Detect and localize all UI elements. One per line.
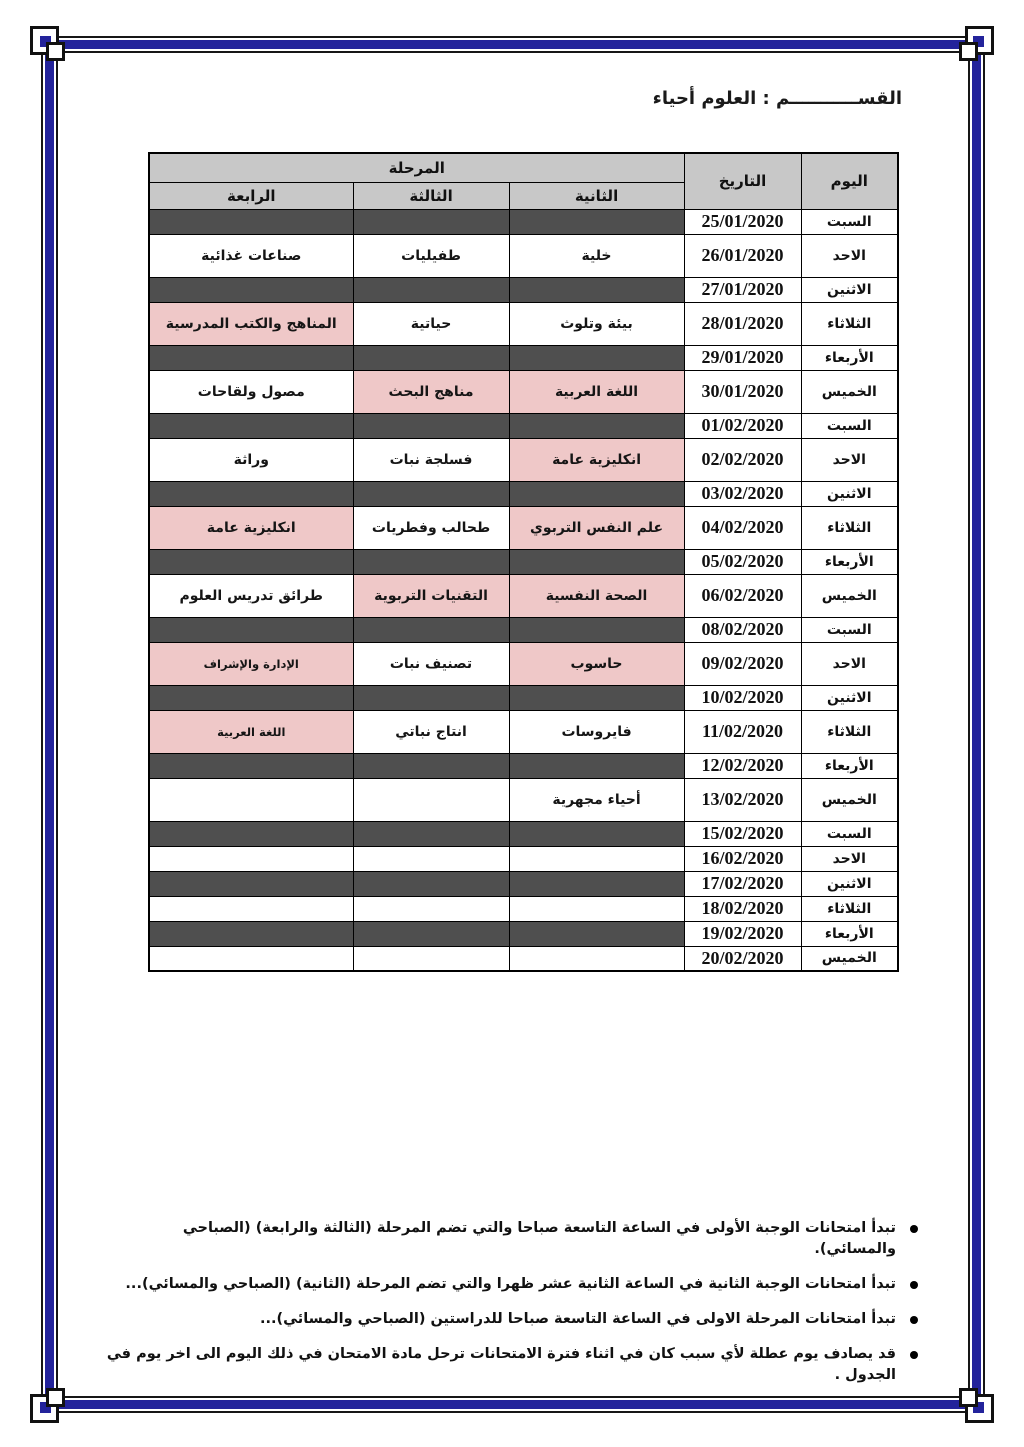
date-cell: 06/02/2020 (684, 574, 801, 617)
date-cell: 02/02/2020 (684, 438, 801, 481)
exam-cell-third (353, 821, 509, 846)
exam-cell-second (509, 871, 684, 896)
exam-cell-second (509, 685, 684, 710)
day-cell: الثلاثاء (801, 710, 898, 753)
date-cell: 15/02/2020 (684, 821, 801, 846)
exam-cell-third (353, 871, 509, 896)
exam-cell-fourth (149, 946, 353, 971)
exam-cell-fourth (149, 277, 353, 302)
exam-cell-third: حياتية (353, 302, 509, 345)
department-title: القســـــــــــم : العلوم أحياء (652, 88, 902, 109)
footer-note: تبدأ امتحانات المرحلة الاولى في الساعة التاسعة صباحا للدراستين (الصباحي والمسائي)... (105, 1309, 920, 1330)
exam-cell-third (353, 685, 509, 710)
exam-cell-third: انتاج نباتي (353, 710, 509, 753)
date-cell: 16/02/2020 (684, 846, 801, 871)
table-row (149, 846, 898, 871)
date-cell: 19/02/2020 (684, 921, 801, 946)
corner-ornament-top-left (30, 26, 78, 74)
exam-cell-third (353, 413, 509, 438)
corner-ornament-bottom-right (946, 1375, 994, 1423)
date-cell: 10/02/2020 (684, 685, 801, 710)
exam-cell-fourth (149, 921, 353, 946)
column-header-day: اليوم (801, 153, 898, 209)
table-row (149, 871, 898, 896)
exam-cell-second (509, 821, 684, 846)
exam-cell-fourth (149, 896, 353, 921)
exam-cell-second (509, 277, 684, 302)
exam-cell-fourth (149, 685, 353, 710)
table-row (149, 753, 898, 778)
exam-cell-second (509, 345, 684, 370)
exam-cell-second (509, 413, 684, 438)
table-row (149, 345, 898, 370)
exam-cell-second: بيئة وتلوث (509, 302, 684, 345)
date-cell: 12/02/2020 (684, 753, 801, 778)
date-cell: 20/02/2020 (684, 946, 801, 971)
column-header-date: التاريخ (684, 153, 801, 209)
exam-cell-fourth (149, 753, 353, 778)
exam-cell-second: فايروسات (509, 710, 684, 753)
date-cell: 05/02/2020 (684, 549, 801, 574)
table-row (149, 481, 898, 506)
day-cell: الاحد (801, 234, 898, 277)
day-cell: الخميس (801, 370, 898, 413)
day-cell: الاثنين (801, 685, 898, 710)
exam-cell-second: حاسوب (509, 642, 684, 685)
date-cell: 01/02/2020 (684, 413, 801, 438)
table-row (149, 710, 898, 753)
day-cell: السبت (801, 617, 898, 642)
table-row (149, 370, 898, 413)
date-cell: 13/02/2020 (684, 778, 801, 821)
exam-cell-third: فسلجة نبات (353, 438, 509, 481)
day-cell: الخميس (801, 778, 898, 821)
exam-cell-third (353, 896, 509, 921)
exam-cell-third (353, 778, 509, 821)
day-cell: الاثنين (801, 277, 898, 302)
day-cell: الخميس (801, 946, 898, 971)
column-header-stage-third: الثالثة (353, 182, 509, 209)
exam-cell-fourth: انكليزية عامة (149, 506, 353, 549)
day-cell: السبت (801, 209, 898, 234)
exam-cell-second (509, 921, 684, 946)
exam-cell-second (509, 481, 684, 506)
day-cell: الأربعاء (801, 345, 898, 370)
exam-cell-fourth (149, 481, 353, 506)
exam-cell-fourth (149, 209, 353, 234)
day-cell: الأربعاء (801, 549, 898, 574)
exam-cell-second: الصحة النفسية (509, 574, 684, 617)
table-row (149, 438, 898, 481)
exam-cell-second (509, 617, 684, 642)
exam-cell-fourth: الإدارة والإشراف (149, 642, 353, 685)
day-cell: السبت (801, 821, 898, 846)
exam-cell-fourth: اللغة العربية (149, 710, 353, 753)
exam-cell-fourth (149, 821, 353, 846)
exam-cell-second (509, 209, 684, 234)
exam-cell-third: مناهج البحث (353, 370, 509, 413)
corner-ornament-bottom-left (30, 1375, 78, 1423)
exam-cell-third (353, 277, 509, 302)
exam-cell-fourth (149, 846, 353, 871)
table-row (149, 413, 898, 438)
date-cell: 28/01/2020 (684, 302, 801, 345)
table-row (149, 685, 898, 710)
date-cell: 04/02/2020 (684, 506, 801, 549)
date-cell: 25/01/2020 (684, 209, 801, 234)
exam-cell-third (353, 846, 509, 871)
day-cell: الثلاثاء (801, 896, 898, 921)
exam-cell-second: خلية (509, 234, 684, 277)
exam-cell-fourth: صناعات غذائية (149, 234, 353, 277)
day-cell: الأربعاء (801, 921, 898, 946)
exam-cell-second (509, 846, 684, 871)
exam-cell-fourth: مصول ولقاحات (149, 370, 353, 413)
day-cell: الثلاثاء (801, 506, 898, 549)
table-row (149, 234, 898, 277)
exam-cell-fourth (149, 413, 353, 438)
table-row (149, 302, 898, 345)
table-row (149, 574, 898, 617)
exam-schedule-table (148, 152, 899, 972)
exam-cell-third: التقنيات التربوية (353, 574, 509, 617)
exam-cell-third: طحالب وفطريات (353, 506, 509, 549)
exam-cell-third (353, 617, 509, 642)
date-cell: 17/02/2020 (684, 871, 801, 896)
exam-cell-fourth (149, 617, 353, 642)
day-cell: الاثنين (801, 481, 898, 506)
day-cell: الاحد (801, 642, 898, 685)
exam-cell-fourth: طرائق تدريس العلوم (149, 574, 353, 617)
day-cell: الاحد (801, 846, 898, 871)
table-row (149, 506, 898, 549)
column-header-stage-fourth: الرابعة (149, 182, 353, 209)
date-cell: 26/01/2020 (684, 234, 801, 277)
exam-cell-third (353, 921, 509, 946)
footer-note: تبدأ امتحانات الوجبة الثانية في الساعة الثانية عشر ظهرا والتي تضم المرحلة (الثانية) (الصباحي والمسائي)... (105, 1274, 920, 1295)
day-cell: الثلاثاء (801, 302, 898, 345)
table-row (149, 946, 898, 971)
exam-cell-fourth (149, 778, 353, 821)
date-cell: 30/01/2020 (684, 370, 801, 413)
exam-cell-second (509, 896, 684, 921)
table-row (149, 778, 898, 821)
date-cell: 18/02/2020 (684, 896, 801, 921)
exam-cell-third (353, 481, 509, 506)
exam-cell-second: أحياء مجهرية (509, 778, 684, 821)
date-cell: 27/01/2020 (684, 277, 801, 302)
exam-cell-fourth (149, 345, 353, 370)
exam-table-body (149, 209, 898, 971)
exam-cell-third (353, 946, 509, 971)
corner-ornament-top-right (946, 26, 994, 74)
date-cell: 11/02/2020 (684, 710, 801, 753)
day-cell: الخميس (801, 574, 898, 617)
exam-cell-fourth: وراثة (149, 438, 353, 481)
exam-cell-second (509, 549, 684, 574)
footer-note: تبدأ امتحانات الوجبة الأولى في الساعة التاسعة صباحا والتي تضم المرحلة (الثالثة والرابعة) (الصباحي والمسائي). (105, 1218, 920, 1260)
exam-cell-third (353, 209, 509, 234)
exam-cell-third: طفيليات (353, 234, 509, 277)
date-cell: 09/02/2020 (684, 642, 801, 685)
date-cell: 29/01/2020 (684, 345, 801, 370)
table-row (149, 209, 898, 234)
footer-notes-list (105, 1218, 920, 1400)
date-cell: 08/02/2020 (684, 617, 801, 642)
day-cell: الاحد (801, 438, 898, 481)
exam-cell-second: انكليزية عامة (509, 438, 684, 481)
exam-cell-fourth: المناهج والكتب المدرسية (149, 302, 353, 345)
day-cell: الأربعاء (801, 753, 898, 778)
exam-cell-third: تصنيف نبات (353, 642, 509, 685)
exam-cell-fourth (149, 549, 353, 574)
footer-note: قد يصادف يوم عطلة لأي سبب كان في اثناء فترة الامتحانات ترحل مادة الامتحان في ذلك اليوم الى اخر يوم في الجدول . (105, 1344, 920, 1386)
table-row (149, 277, 898, 302)
day-cell: السبت (801, 413, 898, 438)
exam-cell-third (353, 345, 509, 370)
table-row (149, 896, 898, 921)
exam-cell-second: اللغة العربية (509, 370, 684, 413)
table-row (149, 549, 898, 574)
column-header-stage: المرحلة (149, 153, 684, 182)
day-cell: الاثنين (801, 871, 898, 896)
exam-cell-second (509, 753, 684, 778)
exam-cell-fourth (149, 871, 353, 896)
date-cell: 03/02/2020 (684, 481, 801, 506)
exam-cell-third (353, 549, 509, 574)
table-row (149, 921, 898, 946)
table-row (149, 642, 898, 685)
table-row (149, 617, 898, 642)
table-row (149, 821, 898, 846)
exam-cell-second: علم النفس التربوي (509, 506, 684, 549)
column-header-stage-second: الثانية (509, 182, 684, 209)
exam-cell-second (509, 946, 684, 971)
exam-cell-third (353, 753, 509, 778)
